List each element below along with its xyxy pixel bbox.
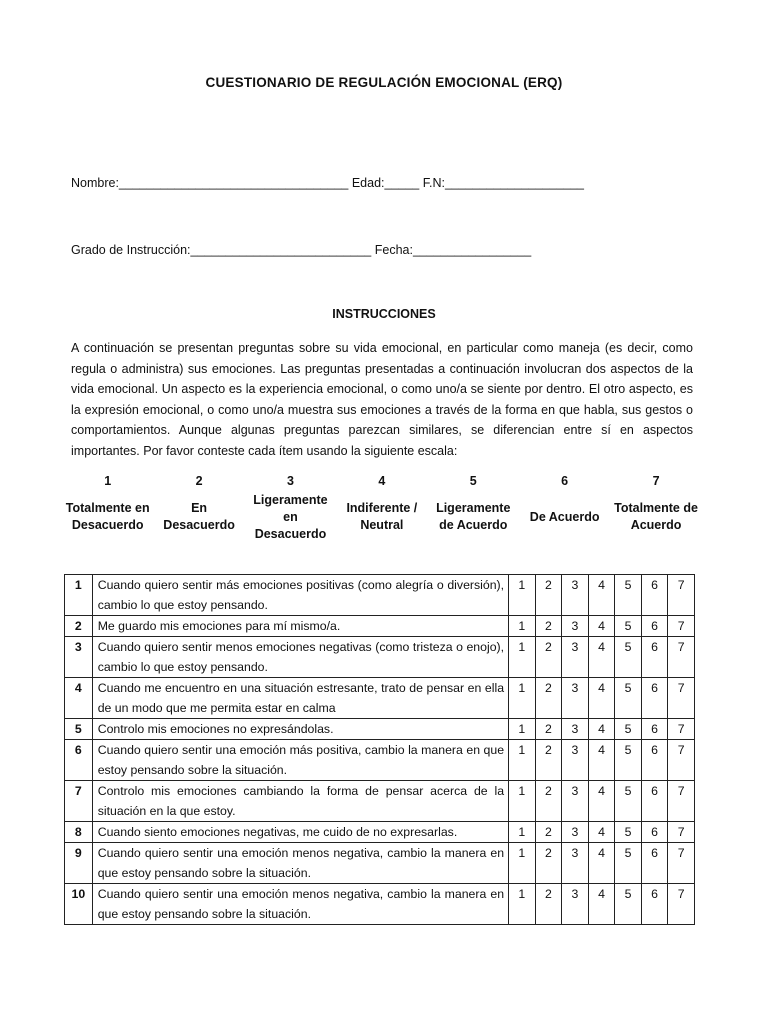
scale-option-1: [62, 472, 153, 544]
instructions-text: A continuación se presentan preguntas sobre su vida emocional, en particular como maneja (es decir, como regula o administra) sus emociones. Las preguntas presentadas a continuación involucran dos aspectos de la vida emocional. Un aspecto es la experiencia emocional, o como uno/a se siente por dentro. El otro aspecto, es la expresión emocional, o como uno/a muestra sus emociones a través de la forma en que habla, sus gestos o comportamientos. Aunque algunas preguntas parezcan similares, se diferencian entre sí en aspectos importantes. Por favor conteste cada ítem usando la siguiente escala:: [71, 341, 693, 458]
answer-option-3[interactable]: 3: [562, 575, 589, 616]
answer-option-1[interactable]: 1: [509, 678, 536, 719]
answer-option-3[interactable]: 3: [562, 740, 589, 781]
scale-label: Totalmente en Desacuerdo: [65, 501, 150, 532]
answer-option-3[interactable]: 3: [562, 616, 589, 637]
answer-option-6[interactable]: 6: [641, 678, 668, 719]
answer-option-5[interactable]: 5: [615, 822, 642, 843]
answer-option-4[interactable]: 4: [588, 719, 615, 740]
scale-option-7: [610, 472, 701, 544]
instructions-heading: INSTRUCCIONES: [332, 307, 436, 321]
answer-option-2[interactable]: 2: [535, 740, 562, 781]
answer-option-4[interactable]: 4: [588, 884, 615, 925]
answer-option-1[interactable]: 1: [509, 781, 536, 822]
item-number: 5: [65, 719, 93, 740]
answer-option-6[interactable]: 6: [641, 822, 668, 843]
answer-option-4[interactable]: 4: [588, 843, 615, 884]
answer-option-6[interactable]: 6: [641, 719, 668, 740]
answer-option-3[interactable]: 3: [562, 719, 589, 740]
answer-option-7[interactable]: 7: [668, 843, 695, 884]
item-question: Cuando siento emociones negativas, me cuido de no expresarlas.: [92, 822, 508, 843]
answer-option-2[interactable]: 2: [535, 637, 562, 678]
item-question: Controlo mis emociones no expresándolas.: [92, 719, 508, 740]
answer-option-3[interactable]: 3: [562, 637, 589, 678]
answer-option-2[interactable]: 2: [535, 616, 562, 637]
answer-option-7[interactable]: 7: [668, 884, 695, 925]
page-title: CUESTIONARIO DE REGULACIÓN EMOCIONAL (ERQ): [205, 75, 563, 90]
scale-number: 3: [287, 474, 294, 488]
answer-option-6[interactable]: 6: [641, 884, 668, 925]
item-question: Cuando me encuentro en una situación estresante, trato de pensar en ella de un modo que me permita estar en calma: [92, 678, 508, 719]
answer-option-1[interactable]: 1: [509, 637, 536, 678]
answer-option-6[interactable]: 6: [641, 781, 668, 822]
answer-option-2[interactable]: 2: [535, 884, 562, 925]
scale-option-4: [336, 472, 427, 544]
nombre-field[interactable]: Nombre:_________________________________: [71, 176, 349, 190]
item-question: Controlo mis emociones cambiando la forma de pensar acerca de la situación en la que estoy.: [92, 781, 508, 822]
item-question: Cuando quiero sentir una emoción menos negativa, cambio la manera en que estoy pensando sobre la situación.: [92, 884, 508, 925]
answer-option-4[interactable]: 4: [588, 575, 615, 616]
answer-option-2[interactable]: 2: [535, 781, 562, 822]
item-question: Cuando quiero sentir una emoción menos negativa, cambio la manera en que estoy pensando sobre la situación.: [92, 843, 508, 884]
scale-label: Ligeramente de Acuerdo: [436, 501, 511, 532]
scale-option-3: [245, 472, 336, 544]
education-info-row: [71, 243, 531, 257]
answer-option-7[interactable]: 7: [668, 575, 695, 616]
item-row: [65, 575, 695, 616]
scale-number: 6: [561, 474, 569, 488]
answer-option-6[interactable]: 6: [641, 616, 668, 637]
item-row: [65, 637, 695, 678]
answer-option-1[interactable]: 1: [509, 884, 536, 925]
item-number: 1: [65, 575, 93, 616]
item-question: Cuando quiero sentir una emoción más positiva, cambio la manera en que estoy pensando sobre la situación.: [92, 740, 508, 781]
item-question: Cuando quiero sentir más emociones positivas (como alegría o diversión), cambio lo que estoy pensando.: [92, 575, 508, 616]
answer-option-6[interactable]: 6: [641, 740, 668, 781]
scale-label: Ligeramente en Desacuerdo: [253, 492, 328, 541]
answer-option-7[interactable]: 7: [668, 637, 695, 678]
answer-option-4[interactable]: 4: [588, 616, 615, 637]
item-row: [65, 740, 695, 781]
item-row: [65, 678, 695, 719]
answer-option-7[interactable]: 7: [668, 678, 695, 719]
item-row: [65, 781, 695, 822]
item-row: [65, 822, 695, 843]
answer-option-3[interactable]: 3: [562, 678, 589, 719]
scale-option-5: [428, 472, 519, 544]
fecha-field[interactable]: Fecha:_________________: [374, 243, 532, 257]
answer-option-2[interactable]: 2: [535, 575, 562, 616]
item-row: [65, 884, 695, 925]
scale-option-6: [519, 472, 610, 544]
edad-field[interactable]: Edad:_____: [351, 176, 420, 190]
answer-option-6[interactable]: 6: [641, 575, 668, 616]
answer-option-1[interactable]: 1: [509, 843, 536, 884]
answer-option-5[interactable]: 5: [615, 884, 642, 925]
answer-option-5[interactable]: 5: [615, 843, 642, 884]
item-number: 2: [65, 616, 93, 637]
answer-option-1[interactable]: 1: [509, 719, 536, 740]
item-row: [65, 843, 695, 884]
answer-option-4[interactable]: 4: [588, 822, 615, 843]
item-number: 8: [65, 822, 93, 843]
item-number: 10: [65, 884, 93, 925]
answer-option-4[interactable]: 4: [588, 781, 615, 822]
answer-option-5[interactable]: 5: [615, 740, 642, 781]
grado-field[interactable]: Grado de Instrucción:__________________________: [71, 243, 372, 257]
answer-option-4[interactable]: 4: [588, 637, 615, 678]
answer-option-5[interactable]: 5: [615, 637, 642, 678]
answer-option-4[interactable]: 4: [588, 678, 615, 719]
item-row: [65, 616, 695, 637]
answer-option-2[interactable]: 2: [535, 678, 562, 719]
scale-label: Indiferente / Neutral: [346, 501, 418, 532]
scale-number: 5: [469, 474, 477, 488]
item-row: [65, 719, 695, 740]
answer-option-7[interactable]: 7: [668, 616, 695, 637]
scale-option-2: [153, 472, 244, 544]
answer-option-2[interactable]: 2: [535, 719, 562, 740]
item-number: 3: [65, 637, 93, 678]
answer-option-6[interactable]: 6: [641, 637, 668, 678]
answer-option-3[interactable]: 3: [562, 884, 589, 925]
answer-option-7[interactable]: 7: [668, 719, 695, 740]
answer-option-7[interactable]: 7: [668, 822, 695, 843]
item-number: 4: [65, 678, 93, 719]
questionnaire-table: [64, 574, 695, 925]
scale-number: 7: [652, 474, 660, 488]
rating-scale-legend: [62, 472, 702, 544]
answer-option-5[interactable]: 5: [615, 616, 642, 637]
answer-option-3[interactable]: 3: [562, 781, 589, 822]
personal-info-row: [71, 176, 584, 190]
item-question: Cuando quiero sentir menos emociones negativas (como tristeza o enojo), cambio lo que estoy pensando.: [92, 637, 508, 678]
answer-option-1[interactable]: 1: [509, 616, 536, 637]
item-number: 7: [65, 781, 93, 822]
scale-number: 1: [104, 474, 112, 488]
answer-option-1[interactable]: 1: [509, 822, 536, 843]
answer-option-5[interactable]: 5: [615, 719, 642, 740]
answer-option-5[interactable]: 5: [615, 678, 642, 719]
scale-label: En Desacuerdo: [163, 501, 235, 532]
answer-option-3[interactable]: 3: [562, 843, 589, 884]
answer-option-5[interactable]: 5: [615, 781, 642, 822]
answer-option-5[interactable]: 5: [615, 575, 642, 616]
scale-label: Totalmente de Acuerdo: [614, 501, 698, 532]
scale-number: 2: [195, 474, 203, 488]
answer-option-7[interactable]: 7: [668, 740, 695, 781]
answer-option-2[interactable]: 2: [535, 843, 562, 884]
answer-option-7[interactable]: 7: [668, 781, 695, 822]
scale-number: 4: [378, 474, 386, 488]
answer-option-6[interactable]: 6: [641, 843, 668, 884]
answer-option-2[interactable]: 2: [535, 822, 562, 843]
answer-option-4[interactable]: 4: [588, 740, 615, 781]
item-question: Me guardo mis emociones para mí mismo/a.: [92, 616, 508, 637]
fn-field[interactable]: F.N:____________________: [422, 176, 585, 190]
item-number: 6: [65, 740, 93, 781]
answer-option-1[interactable]: 1: [509, 740, 536, 781]
answer-option-1[interactable]: 1: [509, 575, 536, 616]
scale-label: De Acuerdo: [529, 509, 600, 524]
answer-option-3[interactable]: 3: [562, 822, 589, 843]
item-number: 9: [65, 843, 93, 884]
